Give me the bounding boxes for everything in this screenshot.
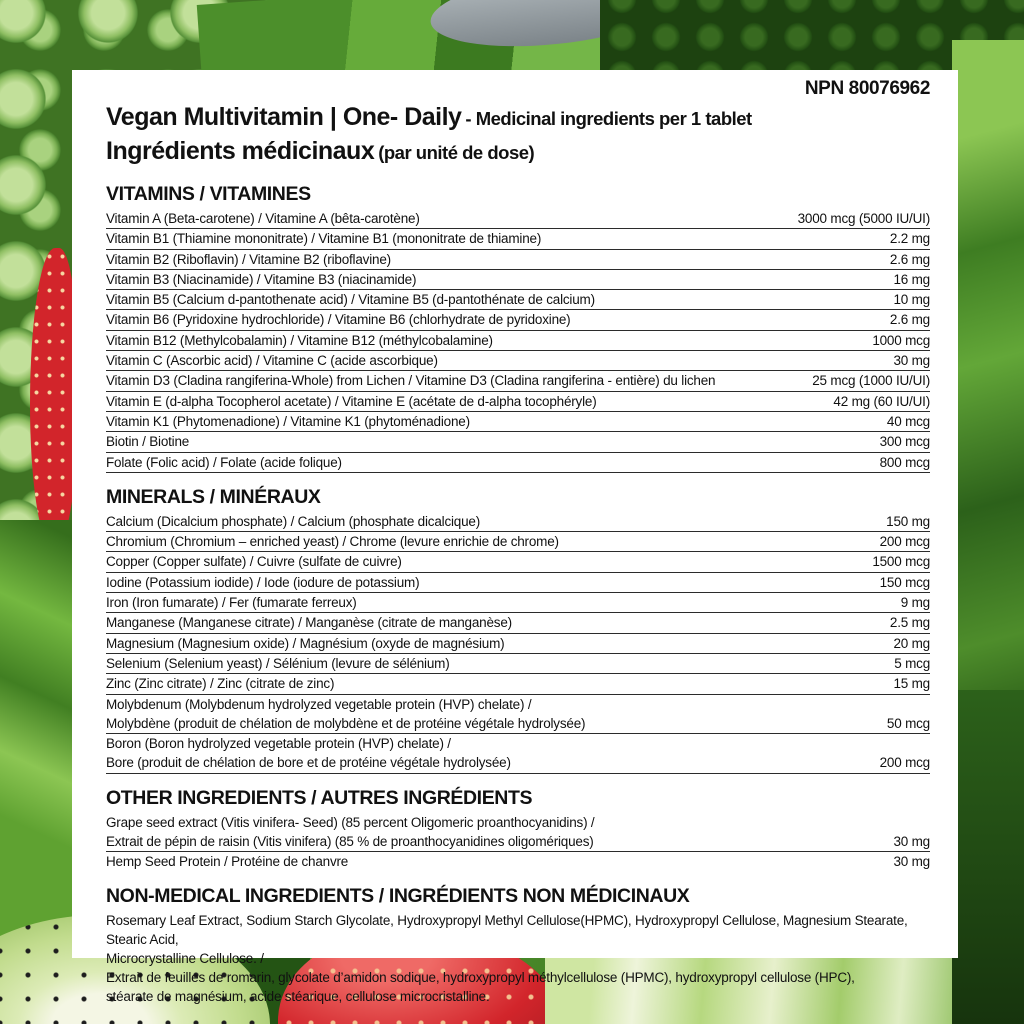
ingredient-row	[106, 852, 930, 871]
section-heading-vitamins: VITAMINS / VITAMINES	[106, 183, 311, 205]
ingredient-amount: 30 mg	[893, 854, 930, 870]
ingredient-row	[106, 310, 930, 330]
section-minerals	[106, 486, 930, 774]
ingredient-name: Folate (Folic acid) / Folate (acide folique)	[106, 454, 342, 470]
ingredient-name: Iron (Iron fumarate) / Fer (fumarate ferreux)	[106, 595, 357, 611]
ingredient-amount: 20 mg	[893, 635, 930, 651]
ingredient-name: Vitamin B6 (Pyridoxine hydrochloride) / Vitamine B6 (chlorhydrate de pyridoxine)	[106, 312, 571, 328]
ingredient-amount: 25 mcg (1000 IU/UI)	[812, 373, 930, 389]
label-title	[106, 102, 930, 170]
ingredient-amount: 2.6 mg	[889, 312, 930, 328]
ingredient-row	[106, 813, 930, 853]
ingredient-row	[106, 209, 930, 229]
section-heading-nonmedical: NON-MEDICAL INGREDIENTS / INGRÉDIENTS NON MÉDICINAUX	[106, 884, 690, 907]
ingredient-amount: 300 mcg	[879, 434, 930, 450]
ingredient-name: Hemp Seed Protein / Protéine de chanvre	[106, 854, 349, 870]
ingredient-name: Manganese (Manganese citrate) / Manganèse (citrate de manganèse)	[106, 615, 512, 631]
ingredient-amount: 2.6 mg	[889, 251, 930, 267]
ingredient-name: Vitamin B2 (Riboflavin) / Vitamine B2 (riboflavine)	[106, 251, 391, 267]
ingredient-row	[106, 351, 930, 371]
ingredient-row	[106, 613, 930, 633]
ingredient-amount: 3000 mcg (5000 IU/UI)	[797, 211, 930, 226]
product-title-en: Vegan Multivitamin | One- Daily	[106, 103, 462, 131]
nonmedical-line: stéarate de magnésium, acide stéarique, cellulose microcristalline.	[106, 988, 490, 1004]
ingredient-name: Vitamin C (Ascorbic acid) / Vitamine C (acide ascorbique)	[106, 353, 438, 369]
ingredient-name: Vitamin B3 (Niacinamide) / Vitamine B3 (niacinamide)	[106, 271, 417, 287]
section-heading-minerals: MINERALS / MINÉRAUX	[106, 485, 321, 508]
ingredient-row	[106, 290, 930, 310]
ingredient-row	[106, 371, 930, 391]
ingredient-row	[106, 453, 930, 473]
ingredient-amount: 30 mg	[893, 834, 930, 850]
nonmedical-line: Microcrystalline Cellulose. /	[106, 950, 264, 966]
ingredient-row	[106, 573, 930, 593]
ingredient-name: Vitamin B1 (Thiamine mononitrate) / Vitamine B1 (mononitrate de thiamine)	[106, 231, 542, 247]
ingredient-sections	[106, 183, 930, 872]
ingredient-amount: 2.2 mg	[889, 231, 930, 247]
ingredient-amount: 15 mg	[893, 676, 930, 692]
ingredient-amount: 150 mg	[886, 513, 930, 529]
ingredient-row	[106, 512, 930, 532]
ingredient-row	[106, 654, 930, 674]
ingredient-amount: 30 mg	[893, 353, 930, 369]
ingredient-name: Chromium (Chromium – enriched yeast) / Chrome (levure enrichie de chrome)	[106, 534, 559, 550]
section-heading-other: OTHER INGREDIENTS / AUTRES INGRÉDIENTS	[106, 786, 533, 809]
ingredient-name: Vitamin D3 (Cladina rangiferina-Whole) from Lichen / Vitamine D3 (Cladina rangiferina - entière) du lichen	[106, 373, 716, 389]
ingredient-amount: 5 mcg	[894, 655, 930, 671]
ingredient-row	[106, 412, 930, 432]
ingredient-name: Vitamin B12 (Methylcobalamin) / Vitamine B12 (méthylcobalamine)	[106, 332, 493, 348]
ingredient-amount: 800 mcg	[879, 454, 930, 470]
ingredient-amount: 2.5 mg	[889, 615, 930, 631]
ingredient-row	[106, 229, 930, 249]
ingredient-name: Selenium (Selenium yeast) / Sélénium (levure de sélénium)	[106, 655, 450, 671]
ingredient-row	[106, 270, 930, 290]
section-other	[106, 787, 930, 872]
ingredient-row	[106, 552, 930, 572]
ingredient-name: Vitamin B5 (Calcium d-pantothenate acid) / Vitamine B5 (d-pantothénate de calcium)	[106, 292, 595, 308]
ingredient-amount: 10 mg	[893, 292, 930, 308]
product-subtitle-en: - Medicinal ingredients per 1 tablet	[465, 108, 752, 129]
ingredient-amount: 40 mcg	[886, 413, 930, 429]
ingredient-row	[106, 734, 930, 774]
ingredient-row	[106, 674, 930, 694]
strawberry-left-photo	[30, 248, 78, 548]
ingredient-name: Iodine (Potassium iodide) / Iode (iodure de potassium)	[106, 574, 420, 590]
ingredient-name: Copper (Copper sulfate) / Cuivre (sulfate de cuivre)	[106, 554, 402, 570]
ingredient-row	[106, 695, 930, 735]
ingredient-amount: 1000 mcg	[872, 332, 930, 348]
ingredient-amount: 200 mcg	[879, 534, 930, 550]
ingredient-name: Zinc (Zinc citrate) / Zinc (citrate de zinc)	[106, 676, 335, 692]
section-nonmedical	[106, 885, 930, 1006]
ingredient-row	[106, 593, 930, 613]
dark-greens-bottom-right-photo	[952, 690, 1024, 1024]
ingredient-amount: 1500 mcg	[872, 554, 930, 570]
leafy-greens-right-photo	[952, 40, 1024, 740]
product-subtitle-fr: (par unité de dose)	[378, 142, 535, 163]
ingredient-name: Vitamin E (d-alpha Tocopherol acetate) / Vitamine E (acétate de d-alpha tocophéryle)	[106, 393, 597, 409]
ingredient-name: Grape seed extract (Vitis vinifera- Seed) (85 percent Oligomeric proanthocyanidins) / Extrait de pépin de raisin (Vitis vinifera) (85 % de proanthocyanidines oligomériques)	[106, 814, 595, 850]
ingredient-row	[106, 634, 930, 654]
ingredient-name: Biotin / Biotine	[106, 434, 190, 450]
nonmedical-line: Extrait de feuilles de romarin, glycolate d’amidon sodique, hydroxypropyl méthylcellulose (HPMC), hydroxypropyl cellulose (HPC),	[106, 969, 855, 985]
ingredient-amount: 16 mg	[893, 271, 930, 287]
ingredient-name: Vitamin A (Beta-carotene) / Vitamine A (bêta-carotène)	[106, 211, 420, 226]
ingredient-name: Molybdenum (Molybdenum hydrolyzed vegetable protein (HVP) chelate) / Molybdène (produit de chélation de molybdène et de protéine végétale hydrolysée)	[106, 696, 586, 731]
ingredient-name: Magnesium (Magnesium oxide) / Magnésium (oxyde de magnésium)	[106, 635, 505, 651]
ingredient-name: Calcium (Dicalcium phosphate) / Calcium (phosphate dicalcique)	[106, 513, 481, 529]
npn-number: NPN 80076962	[804, 78, 930, 99]
ingredient-amount: 9 mg	[900, 595, 930, 611]
label-panel	[72, 70, 958, 1004]
ingredient-amount: 200 mcg	[879, 755, 930, 771]
ingredient-row	[106, 331, 930, 351]
ingredient-amount: 42 mg (60 IU/UI)	[833, 393, 930, 409]
ingredient-amount: 150 mcg	[879, 574, 930, 590]
section-vitamins	[106, 183, 930, 473]
ingredient-amount: 50 mcg	[886, 715, 930, 731]
nonmedical-line: Rosemary Leaf Extract, Sodium Starch Glycolate, Hydroxypropyl Methyl Cellulose(HPMC), Hydroxypropyl Cellulose, Magnesium Stearate, Stearic Acid,	[106, 912, 908, 947]
ingredient-name: Boron (Boron hydrolyzed vegetable protein (HVP) chelate) / Bore (produit de chélation de bore et de protéine végétale hydrolysée)	[106, 736, 511, 771]
nonmedical-ingredient-text	[106, 911, 930, 1006]
ingredient-row	[106, 250, 930, 270]
ingredient-row	[106, 532, 930, 552]
ingredient-row	[106, 392, 930, 412]
ingredient-row	[106, 432, 930, 452]
ingredient-name: Vitamin K1 (Phytomenadione) / Vitamine K1 (phytoménadione)	[106, 413, 470, 429]
product-title-fr: Ingrédients médicinaux	[106, 137, 375, 165]
